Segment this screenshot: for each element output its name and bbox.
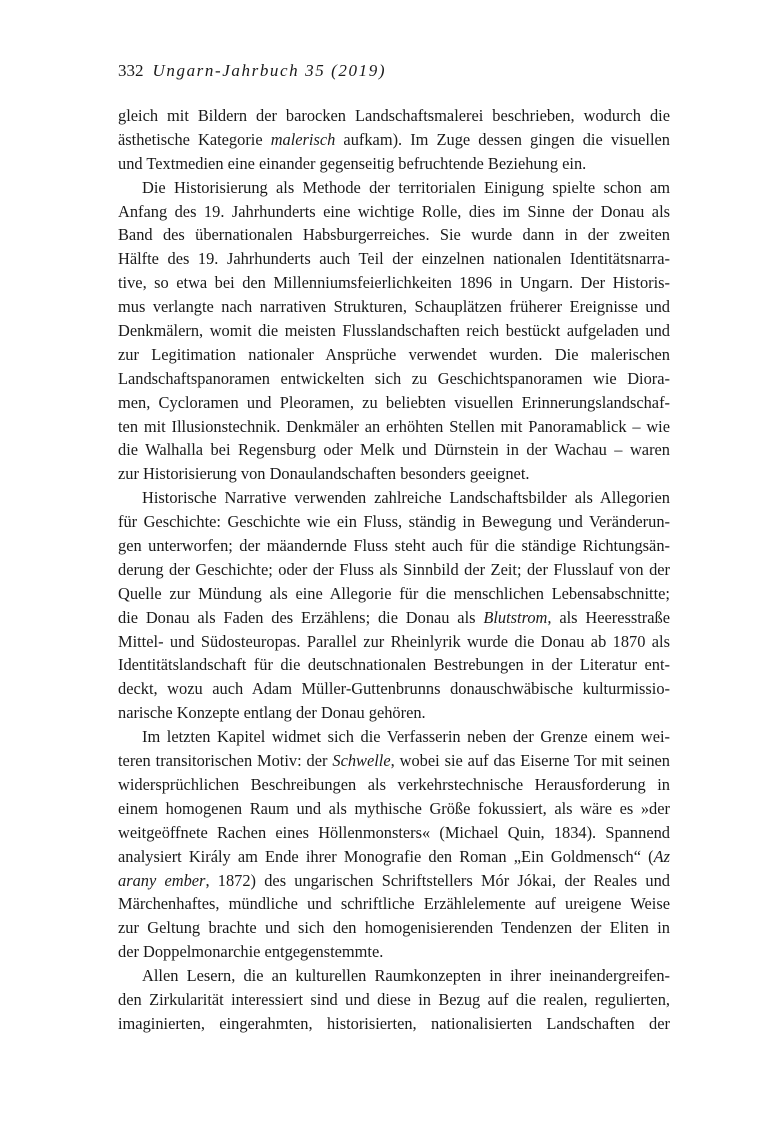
text-run: mus verlangte nach narrativen Strukturen, Schauplätzen früherer Ereignisse und bbox=[118, 297, 670, 317]
text-run: Denkmälern, womit die meisten Flusslandschaften reich bestückt aufgeladen und bbox=[118, 321, 670, 341]
text-run: gen unterworfen; der mäandernde Fluss steht auch für die ständige Richtungsän- bbox=[118, 536, 670, 556]
text-run: Allen Lesern, die an kulturellen Raumkonzepten in ihrer ineinandergreifen- bbox=[142, 966, 670, 986]
text-run: einem homogenen Raum und als mythische Größe fokussiert, als wäre es »der bbox=[118, 798, 670, 818]
text-line bbox=[118, 104, 670, 128]
text-line bbox=[118, 940, 670, 964]
text-run: Anfang des 19. Jahrhunderts eine wichtige Rolle, dies im Sinne der Donau als bbox=[118, 201, 670, 221]
text-line bbox=[118, 247, 670, 271]
text-line bbox=[118, 821, 670, 845]
text-line bbox=[118, 128, 670, 152]
text-run: men, Cycloramen und Pleoramen, zu beliebten visuellen Erinnerungslandschaf- bbox=[118, 392, 670, 412]
text-run: teren transitorischen Motiv: der bbox=[118, 751, 333, 771]
text-line bbox=[118, 988, 670, 1012]
text-run: ästhetische Kategorie bbox=[118, 129, 271, 149]
text-line bbox=[118, 438, 670, 462]
text-line bbox=[118, 701, 670, 725]
text-line bbox=[118, 343, 670, 367]
text-line bbox=[118, 295, 670, 319]
text-run: Im letzten Kapitel widmet sich die Verfasserin neben der Grenze einem wei- bbox=[142, 727, 670, 747]
text-run: die Walhalla bei Regensburg oder Melk und Dürnstein in der Wachau – waren bbox=[118, 440, 670, 460]
text-run: Märchenhaftes, mündliche und schriftliche Erzählelemente auf ureigene Weise bbox=[118, 894, 670, 914]
text-run: zur Geltung brachte und sich den homogenisierenden Tendenzen der Eliten in bbox=[118, 918, 670, 938]
text-line bbox=[118, 558, 670, 582]
text-line bbox=[118, 749, 670, 773]
text-run: Die Historisierung als Methode der territorialen Einigung spielte schon am bbox=[142, 177, 670, 197]
text-line bbox=[118, 606, 670, 630]
text-line bbox=[118, 486, 670, 510]
text-line bbox=[118, 200, 670, 224]
text-run: ten mit Illusionstechnik. Denkmäler an erhöhten Stellen mit Panoramablick – wie bbox=[118, 416, 670, 436]
text-run: narische Konzepte entlang der Donau gehören. bbox=[118, 703, 426, 723]
text-line bbox=[118, 845, 670, 869]
body-text bbox=[118, 104, 670, 1036]
italic-text: Blutstrom bbox=[483, 607, 548, 627]
text-line bbox=[118, 319, 670, 343]
text-run: Landschaftspanoramen entwickelten sich zu Geschichtspanoramen wie Diora- bbox=[118, 368, 670, 388]
paragraph bbox=[118, 725, 670, 964]
text-line bbox=[118, 892, 670, 916]
text-line bbox=[118, 510, 670, 534]
page-number: 332 bbox=[118, 61, 144, 80]
paragraph bbox=[118, 486, 670, 725]
italic-text: arany ember bbox=[118, 870, 206, 890]
italic-text: Az bbox=[653, 846, 670, 866]
italic-text: malerisch bbox=[270, 129, 336, 149]
paragraph bbox=[118, 104, 670, 176]
text-run: den Zirkularität interessiert sind und diese in Bezug auf die realen, regulierten, bbox=[118, 989, 670, 1009]
text-line bbox=[118, 773, 670, 797]
text-line bbox=[118, 367, 670, 391]
text-run: , wobei sie auf das Eiserne Tor mit seinen bbox=[390, 751, 670, 771]
text-run: analysiert Király am Ende ihrer Monografie den Roman „Ein Goldmensch“ ( bbox=[118, 846, 654, 866]
text-line bbox=[118, 415, 670, 439]
text-line bbox=[118, 1012, 670, 1036]
text-run: zur Legitimation nationaler Ansprüche verwendet wurden. Die malerischen bbox=[118, 344, 670, 364]
italic-text: Schwelle bbox=[332, 751, 391, 771]
text-line bbox=[118, 152, 670, 176]
text-run: Quelle zur Mündung als eine Allegorie für die menschlichen Lebensabschnitte; bbox=[118, 583, 670, 603]
text-run: , als Heeresstraße bbox=[547, 607, 670, 627]
journal-title: Ungarn-Jahrbuch 35 (2019) bbox=[152, 61, 387, 80]
text-line bbox=[118, 582, 670, 606]
running-head bbox=[118, 60, 386, 82]
text-line bbox=[118, 271, 670, 295]
text-line bbox=[118, 176, 670, 200]
text-run: , 1872) des ungarischen Schriftstellers Mór Jókai, der Reales und bbox=[205, 870, 670, 890]
text-line bbox=[118, 677, 670, 701]
text-line bbox=[118, 391, 670, 415]
text-line bbox=[118, 462, 670, 486]
text-run: widersprüchlichen Beschreibungen als verkehrstechnische Herausforderung in bbox=[118, 774, 670, 794]
text-run: aufkam). Im Zuge dessen gingen die visuellen bbox=[335, 129, 670, 149]
text-line bbox=[118, 725, 670, 749]
text-run: und Textmedien eine einander gegenseitig befruchtende Beziehung ein. bbox=[118, 153, 587, 173]
text-run: die Donau als Faden des Erzählens; die Donau als bbox=[118, 607, 484, 627]
text-line bbox=[118, 653, 670, 677]
text-run: Historische Narrative verwenden zahlreiche Landschaftsbilder als Allegorien bbox=[142, 488, 670, 508]
text-line bbox=[118, 223, 670, 247]
text-run: zur Historisierung von Donaulandschaften besonders geeignet. bbox=[118, 464, 530, 484]
text-run: der Doppelmonarchie entgegenstemmte. bbox=[118, 942, 384, 962]
paragraph bbox=[118, 964, 670, 1036]
text-line bbox=[118, 869, 670, 893]
text-run: Identitätslandschaft für die deutschnationalen Bestrebungen in der Literatur ent- bbox=[118, 655, 670, 675]
text-run: imaginierten, eingerahmten, historisierten, nationalisierten Landschaften der bbox=[118, 1013, 670, 1033]
text-run: für Geschichte: Geschichte wie ein Fluss, ständig in Bewegung und Veränderun- bbox=[118, 512, 670, 532]
text-run: Hälfte des 19. Jahrhunderts auch Teil der einzelnen nationalen Identitätsnarra- bbox=[118, 249, 670, 269]
text-line bbox=[118, 630, 670, 654]
text-line bbox=[118, 534, 670, 558]
paragraph bbox=[118, 176, 670, 487]
text-run: weitgeöffnete Rachen eines Höllenmonsters« (Michael Quin, 1834). Spannend bbox=[118, 822, 670, 842]
text-run: gleich mit Bildern der barocken Landschaftsmalerei beschrieben, wodurch die bbox=[118, 106, 670, 125]
text-line bbox=[118, 916, 670, 940]
text-line bbox=[118, 964, 670, 988]
text-run: Mittel- und Südosteuropas. Parallel zur Rheinlyrik wurde die Donau ab 1870 als bbox=[118, 631, 670, 651]
text-run: derung der Geschichte; oder der Fluss als Sinnbild der Zeit; der Flusslauf von der bbox=[118, 559, 670, 579]
text-run: Band des übernationalen Habsburgerreiches. Sie wurde dann in der zweiten bbox=[118, 225, 670, 245]
text-line bbox=[118, 797, 670, 821]
text-run: tive, so etwa bei den Millenniumsfeierlichkeiten 1896 in Ungarn. Der Historis- bbox=[118, 273, 670, 293]
text-run: deckt, wozu auch Adam Müller-Guttenbrunns donauschwäbische kulturmissio- bbox=[118, 679, 670, 699]
